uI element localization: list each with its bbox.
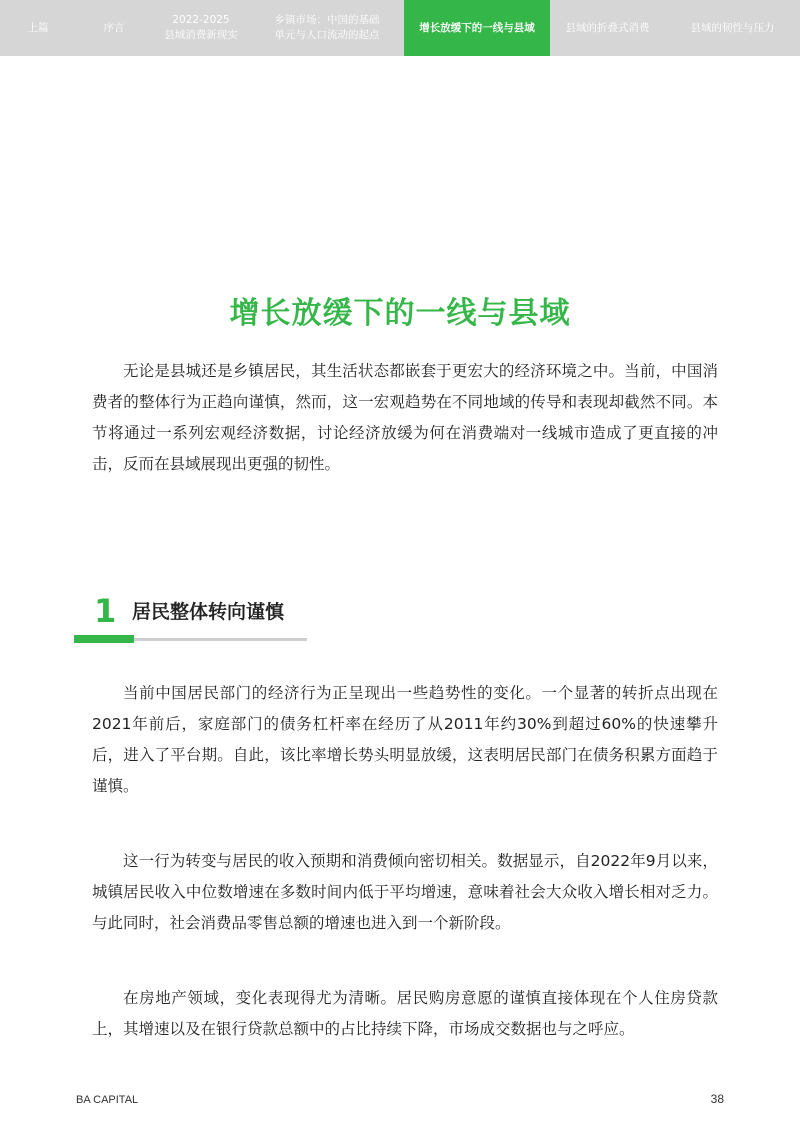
page-title: 增长放缓下的一线与县域 [229,296,571,331]
nav-tab-resilience-and-pressure[interactable]: 县域的韧性与压力 [690,21,775,34]
heading-accent-bar [74,635,134,643]
nav-tab-township-market[interactable]: 乡镇市场：中国的基础 单元与人口流动的起点 [274,14,380,41]
section-heading [74,590,314,648]
nav-tab-first-tier-vs-county[interactable]: 增长放缓下的一线与县域 [404,0,550,56]
nav-tab-preface[interactable]: 序言 [103,21,125,34]
heading-underline [134,638,307,641]
nav-tab-county-consumption-reality[interactable]: 2022-2025 县域消费新现实 [164,14,238,41]
nav-tab-folded-consumption[interactable]: 县域的折叠式消费 [565,21,650,34]
nav-tab-part-one[interactable]: 上篇 [27,21,49,34]
intro-paragraph: 无论是县城还是乡镇居民，其生活状态都嵌套于更宏大的经济环境之中。当前，中国消费者的整体行为正趋向谨慎，然而，这一宏观趋势在不同地域的传导和表现却截然不同。本节将通过一系列宏观经济数据，讨论经济放缓为何在消费端对一线城市造成了更直接的冲击，反而在县域展现出更强的韧性。 [92,362,718,473]
chapter-nav [0,0,800,56]
section-title: 居民整体转向谨慎 [132,601,285,623]
body-paragraph-3: 在房地产领域，变化表现得尤为清晰。居民购房意愿的谨慎直接体现在个人住房贷款上，其增速以及在银行贷款总额中的占比持续下降，市场成交数据也与之呼应。 [92,989,718,1038]
page-number: 38 [710,1092,724,1106]
footer-brand: BA CAPITAL [76,1094,139,1106]
body-paragraph-1: 当前中国居民部门的经济行为正呈现出一些趋势性的变化。一个显著的转折点出现在2021年前后，家庭部门的债务杠杆率在经历了从2011年约30%到超过60%的快速攀升后，进入了平台期。自此，该比率增长势头明显放缓，这表明居民部门在债务积累方面趋于谨慎。 [92,684,718,795]
section-number: 1 [94,592,117,630]
body-paragraph-2: 这一行为转变与居民的收入预期和消费倾向密切相关。数据显示，自2022年9月以来，城镇居民收入中位数增速在多数时间内低于平均增速，意味着社会大众收入增长相对乏力。与此同时，社会消费品零售总额的增速也进入到一个新阶段。 [92,852,718,932]
